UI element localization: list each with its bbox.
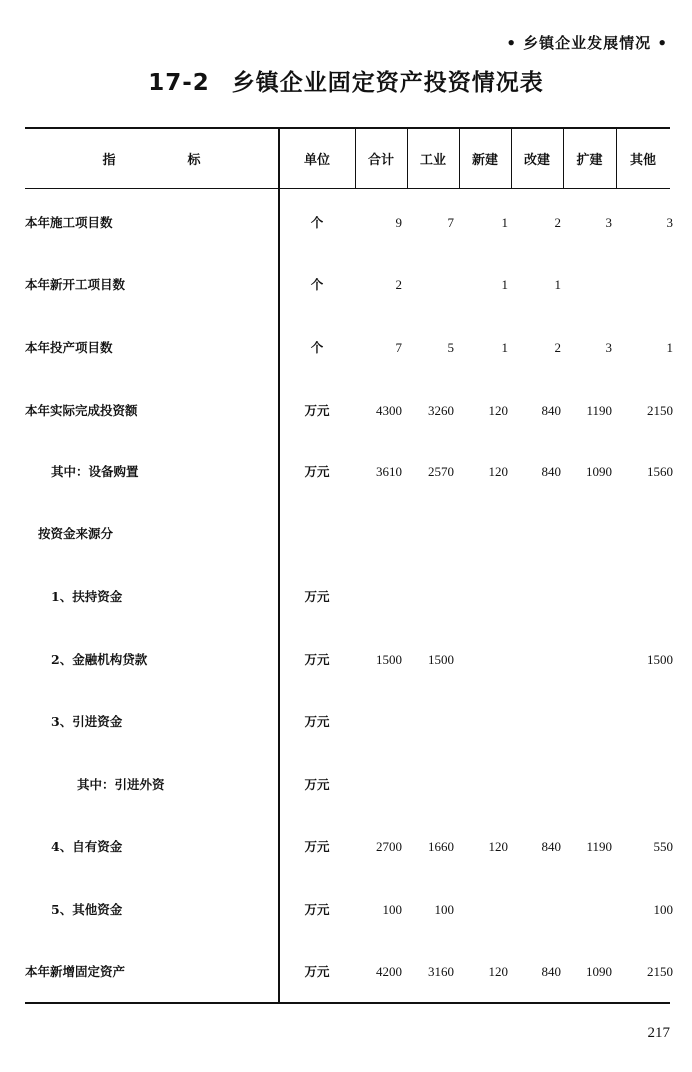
header-col-3: 改建 xyxy=(523,152,550,168)
table-row xyxy=(25,274,670,296)
row-label: 2、金融机构贷款 xyxy=(51,652,148,667)
cell-其他: 1 xyxy=(666,340,673,355)
table-bottom-rule xyxy=(25,1002,670,1004)
cell-改建: 2 xyxy=(554,215,561,230)
table-row xyxy=(25,337,673,359)
cell-改建: 840 xyxy=(541,839,561,854)
header-col-4: 扩建 xyxy=(576,152,603,168)
cell-其他: 100 xyxy=(653,902,673,917)
cell-其他: 3 xyxy=(666,215,673,230)
page-number: 217 xyxy=(647,1025,670,1041)
table-row xyxy=(25,212,673,234)
cell-合计: 4200 xyxy=(376,964,402,979)
row-label: 本年新开工项目数 xyxy=(25,277,126,292)
cell-新建: 120 xyxy=(488,464,508,479)
header-indicator-char-1: 指 xyxy=(102,152,116,168)
row-unit: 万元 xyxy=(304,964,330,979)
row-label: 本年投产项目数 xyxy=(25,340,113,355)
cell-工业: 1660 xyxy=(428,839,454,854)
cell-扩建: 1090 xyxy=(586,464,612,479)
cell-新建: 1 xyxy=(501,215,508,230)
header-col-2: 新建 xyxy=(471,152,498,168)
row-unit: 万元 xyxy=(304,464,330,479)
table-row xyxy=(25,586,670,608)
row-unit: 个 xyxy=(310,215,324,230)
cell-新建: 120 xyxy=(488,403,508,418)
cell-工业: 5 xyxy=(447,340,454,355)
cell-改建: 2 xyxy=(554,340,561,355)
table-title xyxy=(0,64,692,97)
cell-新建: 120 xyxy=(488,964,508,979)
header-col-1: 工业 xyxy=(419,152,446,168)
cell-工业: 1500 xyxy=(428,652,454,667)
table-row xyxy=(25,649,673,671)
cell-扩建: 1190 xyxy=(586,403,612,418)
cell-扩建: 1190 xyxy=(586,839,612,854)
cell-合计: 3610 xyxy=(376,464,402,479)
cell-改建: 840 xyxy=(541,403,561,418)
row-label: 其中：引进外资 xyxy=(77,777,165,792)
cell-其他: 550 xyxy=(653,839,673,854)
cell-合计: 2700 xyxy=(376,839,402,854)
table-row xyxy=(25,400,673,422)
row-label: 按资金来源分 xyxy=(38,526,114,541)
row-label: 1、扶持资金 xyxy=(51,589,123,604)
header-unit: 单位 xyxy=(303,152,330,168)
header-indicator-char-2: 标 xyxy=(187,152,201,168)
table-row xyxy=(25,774,670,796)
cell-工业: 2570 xyxy=(428,464,454,479)
row-label: 3、引进资金 xyxy=(51,714,123,729)
cell-合计: 100 xyxy=(382,902,402,917)
table-row xyxy=(25,961,673,983)
header-indicator xyxy=(25,128,278,188)
cell-扩建: 3 xyxy=(605,215,612,230)
cell-其他: 1560 xyxy=(647,464,673,479)
table-row xyxy=(25,899,673,921)
cell-扩建: 3 xyxy=(605,340,612,355)
cell-新建: 120 xyxy=(488,839,508,854)
cell-改建: 840 xyxy=(541,964,561,979)
row-unit: 万元 xyxy=(304,589,330,604)
cell-工业: 7 xyxy=(447,215,454,230)
cell-合计: 4300 xyxy=(376,403,402,418)
row-unit: 万元 xyxy=(304,403,330,418)
row-unit: 万元 xyxy=(304,652,330,667)
row-label: 5、其他资金 xyxy=(51,902,123,917)
table-number: 17-2 xyxy=(148,70,210,96)
row-unit: 个 xyxy=(310,340,324,355)
running-head: • 乡镇企业发展情况 • xyxy=(506,34,668,52)
cell-改建: 1 xyxy=(554,277,561,292)
row-label: 其中：设备购置 xyxy=(51,464,139,479)
header-bottom-rule xyxy=(25,188,670,189)
row-unit: 万元 xyxy=(304,839,330,854)
cell-扩建: 1090 xyxy=(586,964,612,979)
table-row xyxy=(25,461,673,483)
cell-其他: 2150 xyxy=(647,403,673,418)
row-unit: 万元 xyxy=(304,777,330,792)
cell-合计: 7 xyxy=(395,340,402,355)
indicator-divider-line xyxy=(278,128,280,1002)
cell-新建: 1 xyxy=(501,340,508,355)
row-unit: 万元 xyxy=(304,902,330,917)
table-row xyxy=(25,836,673,858)
table-row xyxy=(25,711,670,733)
row-unit: 万元 xyxy=(304,714,330,729)
cell-合计: 1500 xyxy=(376,652,402,667)
table-row xyxy=(25,523,670,545)
cell-合计: 9 xyxy=(395,215,402,230)
header-col-5: 其他 xyxy=(629,152,656,168)
cell-合计: 2 xyxy=(395,277,402,292)
header-col-0: 合计 xyxy=(367,152,394,168)
cell-改建: 840 xyxy=(541,464,561,479)
cell-其他: 2150 xyxy=(647,964,673,979)
cell-工业: 3260 xyxy=(428,403,454,418)
row-label: 4、自有资金 xyxy=(51,839,123,854)
row-label: 本年施工项目数 xyxy=(25,215,113,230)
cell-其他: 1500 xyxy=(647,652,673,667)
row-label: 本年实际完成投资额 xyxy=(25,403,138,418)
cell-工业: 100 xyxy=(434,902,454,917)
row-unit: 个 xyxy=(310,277,324,292)
cell-新建: 1 xyxy=(501,277,508,292)
row-label: 本年新增固定资产 xyxy=(25,964,126,979)
table-title-text: 乡镇企业固定资产投资情况表 xyxy=(231,69,544,96)
cell-工业: 3160 xyxy=(428,964,454,979)
